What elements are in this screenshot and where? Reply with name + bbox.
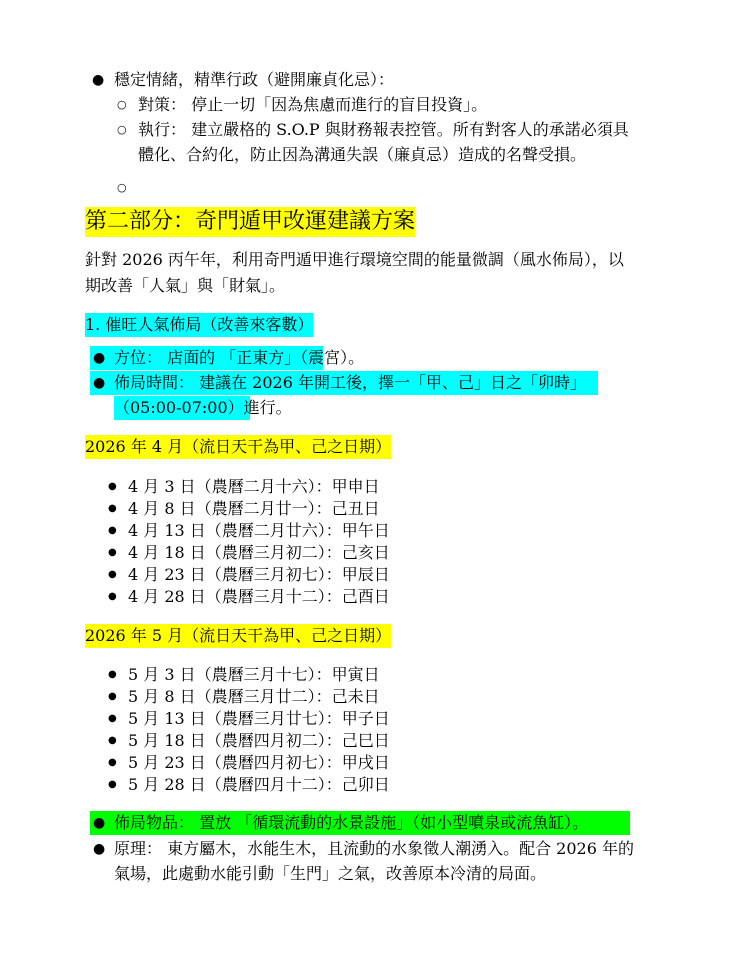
list-item-continued: 氣場，此處動水能引動「生門」之氣，改善原本冷清的局面。: [114, 864, 547, 883]
bullet-icon: ●: [108, 735, 117, 746]
date-list-item: 4 月 28 日（農曆三月十二）：己酉日: [128, 587, 390, 606]
list-item: 執行： 建立嚴格的 S.O.P 與財務報表控管。所有對客人的承諾必須具: [138, 120, 629, 139]
bullet-icon: ●: [108, 757, 117, 768]
bullet-icon: ●: [108, 503, 117, 514]
circle-bullet-icon: ○: [117, 123, 127, 136]
list-item: 佈局時間： 建議在 2026 年開工後，擇一「甲、己」日之「卯時」: [114, 373, 586, 392]
circle-bullet-icon: ○: [117, 181, 127, 194]
bullet-icon: ●: [92, 72, 105, 88]
bullet-icon: ●: [108, 713, 117, 724]
date-list-item: 5 月 23 日（農曆四月初七）：甲戌日: [128, 753, 390, 772]
date-list-item: 4 月 18 日（農曆三月初二）：己亥日: [128, 543, 390, 562]
paragraph: 期改善「人氣」與「財氣」。: [85, 276, 286, 295]
date-list-item: 5 月 18 日（農曆四月初二）：己巳日: [128, 731, 390, 750]
bullet-icon: ●: [93, 350, 106, 366]
bullet-icon: ●: [108, 525, 117, 536]
list-item: 原理： 東方屬木，水能生木，且流動的水象徵人潮湧入。配合 2026 年的: [114, 839, 634, 858]
date-list-item: 4 月 3 日（農曆二月十六）：甲申日: [128, 477, 380, 496]
paragraph: 針對 2026 丙午年，利用奇門遁甲進行環境空間的能量微調（風水佈局），以: [85, 250, 624, 269]
date-list-item: 5 月 13 日（農曆三月廿七）：甲子日: [128, 709, 390, 728]
bullet-icon: ●: [108, 481, 117, 492]
date-list-item: 5 月 3 日（農曆三月十七）：甲寅日: [128, 665, 380, 684]
list-item-continued: 體化、合約化，防止因為溝通失誤（廉貞忌）造成的名聲受損。: [138, 145, 587, 164]
sub-heading: 1. 催旺人氣佈局（改善來客數）: [85, 313, 313, 337]
bullet-icon: ●: [93, 815, 106, 831]
bullet-icon: ●: [108, 591, 117, 602]
list-item: 對策： 停止一切「因為焦慮而進行的盲目投資」。: [138, 95, 488, 114]
bullet-icon: ●: [108, 569, 117, 580]
list-item: 方位： 店面的 「正東方」（震宮）。: [114, 348, 365, 367]
circle-bullet-icon: ○: [117, 98, 127, 111]
bullet-icon: ●: [108, 669, 117, 680]
section-heading: 第二部分：奇門遁甲改運建議方案: [85, 207, 415, 237]
position-row: [90, 346, 365, 370]
date-list-item: 5 月 28 日（農曆四月十二）：己卯日: [128, 775, 390, 794]
date-list-item: 4 月 13 日（農曆二月廿六）：甲午日: [128, 521, 390, 540]
list-item-continued: （05:00-07:00）進行。: [114, 396, 250, 420]
items-row: [90, 811, 630, 835]
timing-row: [90, 371, 598, 395]
april-heading: 2026 年 4 月（流日天干為甲、己之日期）: [85, 435, 391, 459]
list-item: 佈局物品： 置放 「循環流動的水景設施」（如小型噴泉或流魚缸）。: [114, 813, 589, 832]
date-list-item: 4 月 8 日（農曆二月廿一）：己丑日: [128, 499, 380, 518]
date-list-item: 5 月 8 日（農曆三月廿二）：己未日: [128, 687, 380, 706]
date-list-item: 4 月 23 日（農曆三月初七）：甲辰日: [128, 565, 390, 584]
list-item: 穩定情緒，精準行政（避開廉貞化忌）：: [114, 70, 395, 89]
bullet-icon: ●: [93, 375, 106, 391]
may-heading: 2026 年 5 月（流日天干為甲、己之日期）: [85, 624, 391, 648]
bullet-icon: ●: [108, 779, 117, 790]
bullet-icon: ●: [108, 691, 117, 702]
bullet-icon: ●: [93, 841, 106, 857]
bullet-icon: ●: [108, 547, 117, 558]
